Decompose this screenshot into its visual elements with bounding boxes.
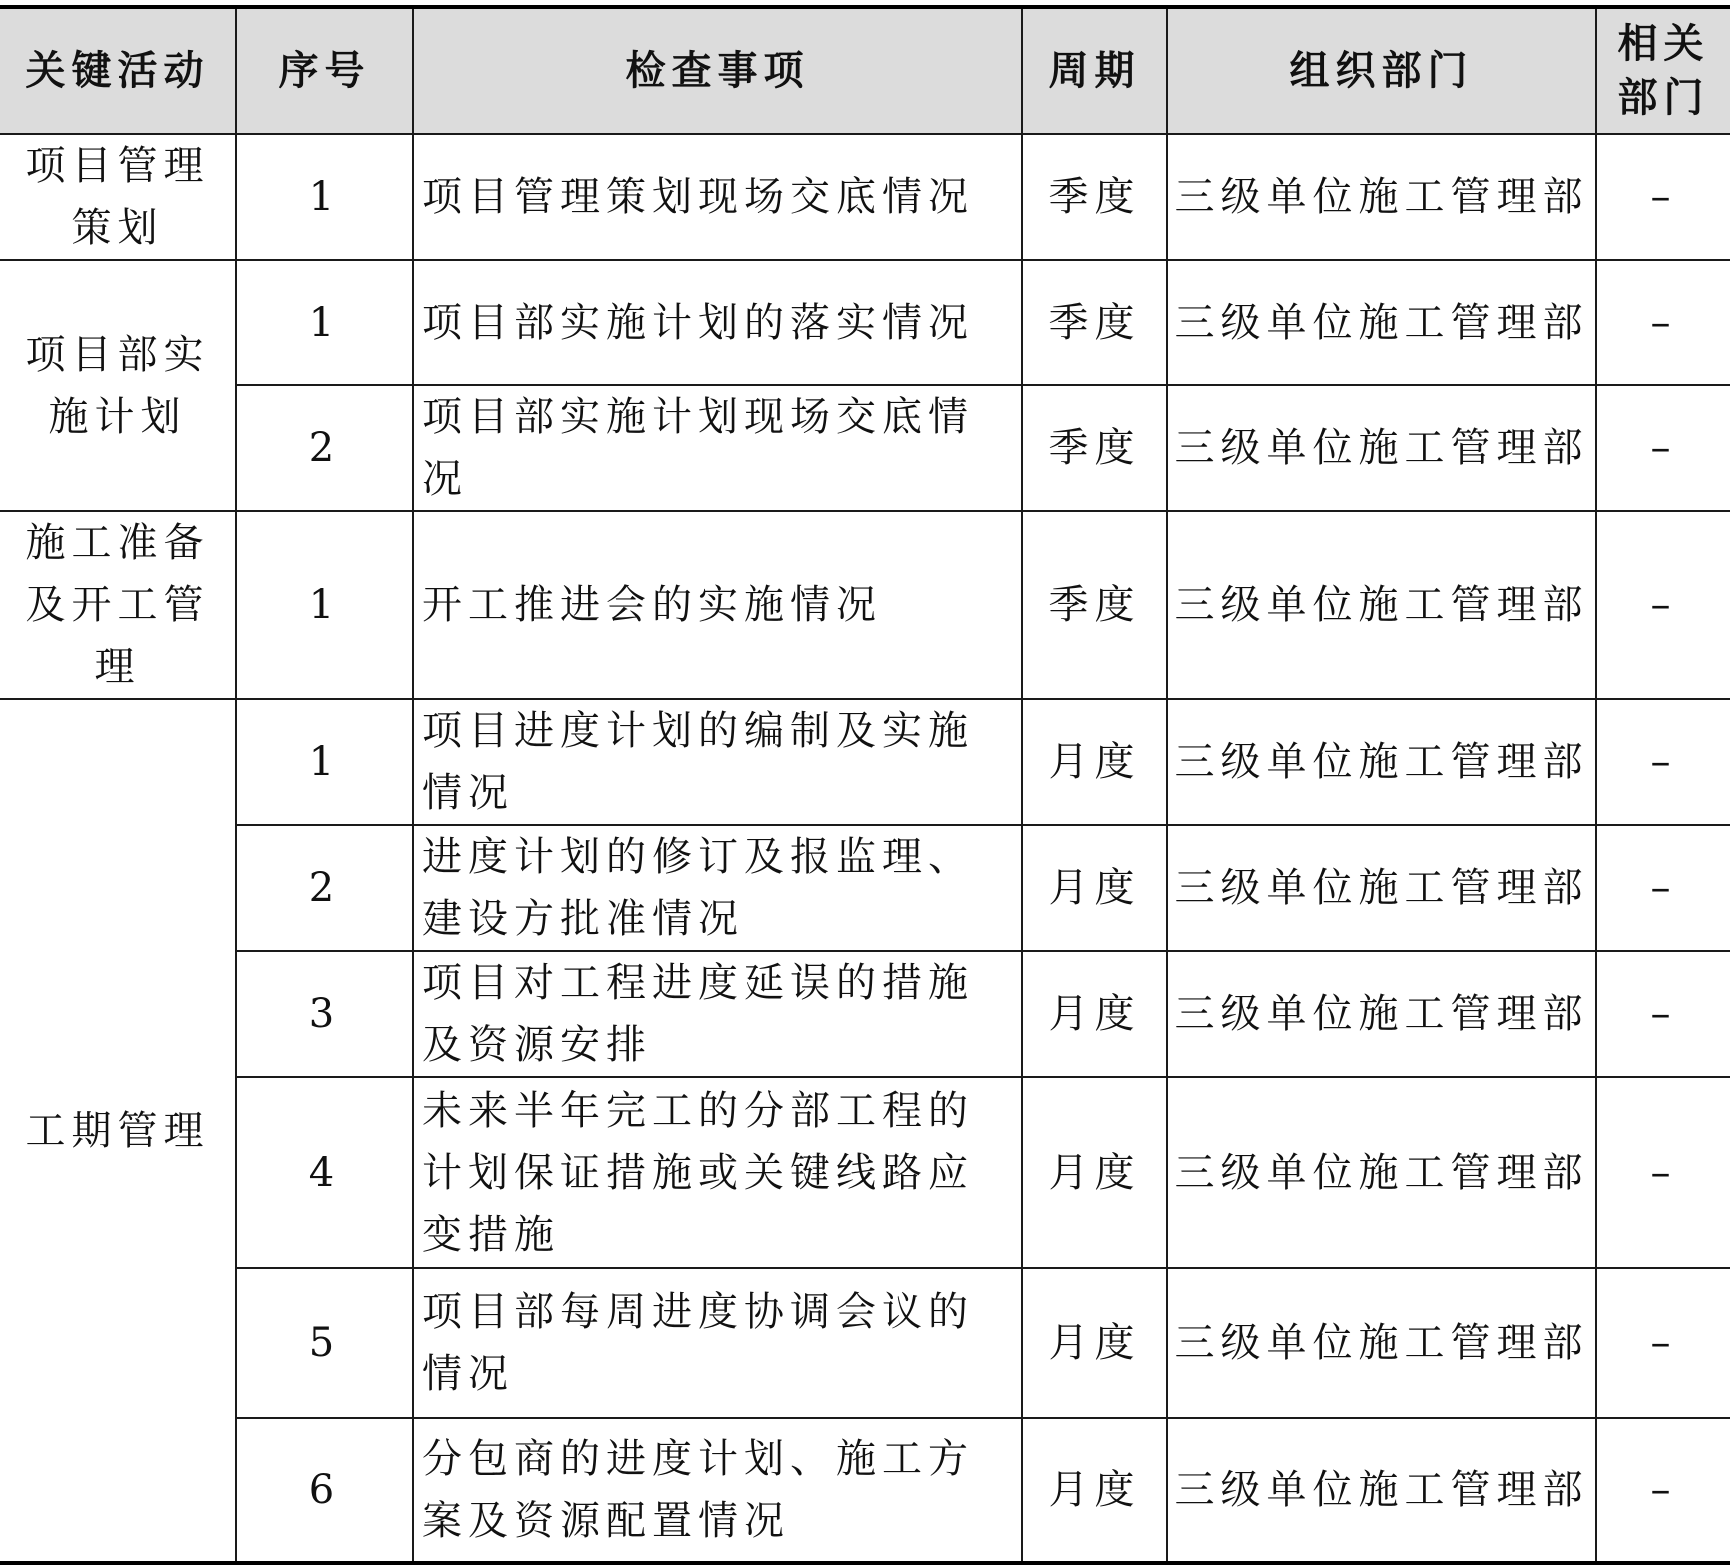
table-row — [0, 260, 1730, 385]
item-cell: 项目管理策划现场交底情况 — [413, 134, 1022, 260]
org-cell: 三级单位施工管理部 — [1167, 511, 1596, 699]
seq-cell: 4 — [236, 1077, 413, 1268]
related-cell: – — [1596, 511, 1730, 699]
period-cell: 月度 — [1022, 951, 1167, 1077]
org-cell: 三级单位施工管理部 — [1167, 825, 1596, 951]
period-cell: 季度 — [1022, 385, 1167, 511]
period-cell: 季度 — [1022, 134, 1167, 260]
table-row — [0, 699, 1730, 825]
header-row — [0, 7, 1730, 134]
item-cell: 项目对工程进度延误的措施及资源安排 — [413, 951, 1022, 1077]
related-cell: – — [1596, 825, 1730, 951]
item-cell: 项目部实施计划现场交底情况 — [413, 385, 1022, 511]
seq-cell: 1 — [236, 134, 413, 260]
period-cell: 月度 — [1022, 1268, 1167, 1418]
seq-cell: 6 — [236, 1418, 413, 1563]
seq-cell: 1 — [236, 511, 413, 699]
period-cell: 季度 — [1022, 260, 1167, 385]
table-row — [0, 1077, 1730, 1268]
header-org: 组织部门 — [1167, 7, 1596, 134]
table-row — [0, 511, 1730, 699]
activity-cell: 项目管理策划 — [0, 134, 236, 260]
seq-cell: 5 — [236, 1268, 413, 1418]
header-related: 相关部门 — [1596, 7, 1730, 134]
period-cell: 季度 — [1022, 511, 1167, 699]
seq-cell: 2 — [236, 385, 413, 511]
related-cell: – — [1596, 699, 1730, 825]
table-row — [0, 134, 1730, 260]
org-cell: 三级单位施工管理部 — [1167, 1418, 1596, 1563]
related-cell: – — [1596, 1268, 1730, 1418]
item-cell: 项目部每周进度协调会议的情况 — [413, 1268, 1022, 1418]
period-cell: 月度 — [1022, 1418, 1167, 1563]
period-cell: 月度 — [1022, 699, 1167, 825]
header-item: 检查事项 — [413, 7, 1022, 134]
activity-cell: 工期管理 — [0, 699, 236, 1563]
seq-cell: 1 — [236, 260, 413, 385]
related-cell: – — [1596, 260, 1730, 385]
related-cell: – — [1596, 385, 1730, 511]
activity-cell: 施工准备及开工管理 — [0, 511, 236, 699]
org-cell: 三级单位施工管理部 — [1167, 699, 1596, 825]
table-row — [0, 1418, 1730, 1563]
table-row — [0, 385, 1730, 511]
table-row — [0, 1268, 1730, 1418]
item-cell: 开工推进会的实施情况 — [413, 511, 1022, 699]
table-row — [0, 951, 1730, 1077]
related-cell: – — [1596, 1077, 1730, 1268]
org-cell: 三级单位施工管理部 — [1167, 951, 1596, 1077]
related-cell: – — [1596, 1418, 1730, 1563]
item-cell: 未来半年完工的分部工程的计划保证措施或关键线路应变措施 — [413, 1077, 1022, 1268]
org-cell: 三级单位施工管理部 — [1167, 1077, 1596, 1268]
org-cell: 三级单位施工管理部 — [1167, 134, 1596, 260]
org-cell: 三级单位施工管理部 — [1167, 1268, 1596, 1418]
item-cell: 分包商的进度计划、施工方案及资源配置情况 — [413, 1418, 1022, 1563]
item-cell: 项目进度计划的编制及实施情况 — [413, 699, 1022, 825]
header-period: 周期 — [1022, 7, 1167, 134]
period-cell: 月度 — [1022, 825, 1167, 951]
org-cell: 三级单位施工管理部 — [1167, 260, 1596, 385]
period-cell: 月度 — [1022, 1077, 1167, 1268]
header-seq: 序号 — [236, 7, 413, 134]
seq-cell: 3 — [236, 951, 413, 1077]
related-cell: – — [1596, 134, 1730, 260]
item-cell: 项目部实施计划的落实情况 — [413, 260, 1022, 385]
item-cell: 进度计划的修订及报监理、建设方批准情况 — [413, 825, 1022, 951]
activity-cell: 项目部实施计划 — [0, 260, 236, 511]
org-cell: 三级单位施工管理部 — [1167, 385, 1596, 511]
seq-cell: 2 — [236, 825, 413, 951]
header-activity: 关键活动 — [0, 7, 236, 134]
seq-cell: 1 — [236, 699, 413, 825]
table-row — [0, 825, 1730, 951]
inspection-table — [0, 5, 1730, 1565]
related-cell: – — [1596, 951, 1730, 1077]
